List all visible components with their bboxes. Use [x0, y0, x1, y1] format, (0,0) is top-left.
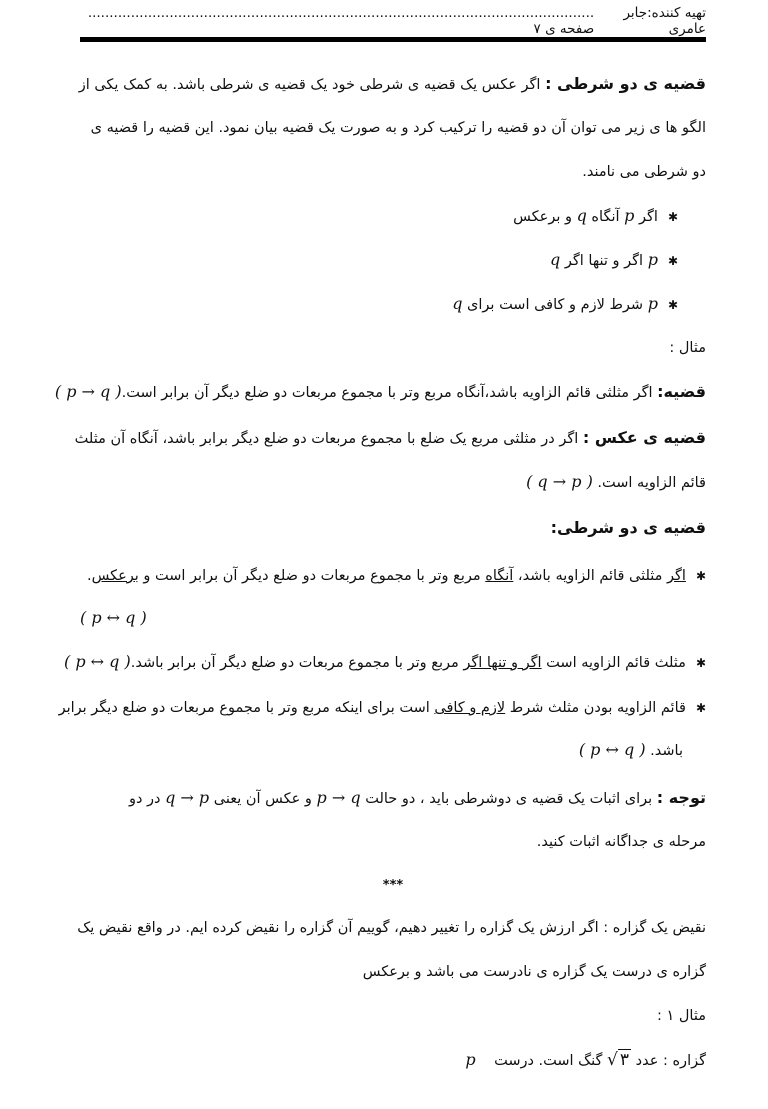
math-symbol: p — [647, 250, 658, 269]
note-label: توجه : — [656, 788, 706, 807]
converse-text2: قائم الزاویه است. — [597, 475, 706, 491]
para1-title: قضیه ی دو شرطی : — [545, 74, 706, 93]
bic-text: مربع وتر با مجموع مربعات دو ضلع دیگر آن برابر باشد. — [130, 655, 464, 671]
note-text: مرحله ی جداگانه اثبات کنید. — [536, 834, 706, 850]
section-separator — [80, 874, 706, 898]
bullet-icon: ✱ — [667, 298, 678, 312]
converse-line1 — [74, 426, 706, 451]
para1-line3 — [80, 160, 706, 184]
bic-formula: ( p ↔ q ) — [80, 608, 147, 627]
proposition-text: گنگ است. درست — [494, 1053, 608, 1069]
bic-text: . — [87, 568, 92, 584]
radicand: ۳ — [619, 1050, 630, 1070]
biconditional-item-1 — [80, 564, 706, 588]
bullet-icon: ✱ — [695, 569, 706, 583]
bic-text: مثلث قائم الزاویه است — [541, 655, 686, 671]
radical-sign: √ — [607, 1050, 618, 1070]
biconditional-item-2 — [64, 650, 706, 675]
math-symbol: p — [624, 206, 635, 225]
theorem-line — [54, 380, 706, 405]
bic-text: اگر — [667, 568, 686, 584]
para1-text3: دو شرطی می نامند. — [582, 164, 706, 180]
math-symbol: p — [647, 294, 658, 313]
negation-line2 — [80, 960, 706, 984]
header-author: تهیه کننده:جابر عامری — [623, 5, 706, 37]
note-formula-1: p → q — [316, 788, 361, 807]
example-label-text: مثال : — [669, 340, 706, 356]
page-header — [80, 5, 706, 37]
theorem-formula: ( p → q ) — [54, 382, 122, 401]
example-1-text: مثال ۱ : — [656, 1008, 706, 1024]
converse-text1: اگر در مثلثی مربع یک ضلع با مجموع مربعات دو ضلع دیگر برابر باشد، آنگاه آن مثلث — [74, 431, 583, 447]
pattern-text: آنگاه — [586, 209, 625, 225]
note-text: برای اثبات یک قضیه ی دوشرطی باید ، دو حالت — [360, 791, 657, 807]
biconditional-formula-1 — [80, 606, 706, 631]
pattern-item — [80, 204, 678, 229]
biconditional-title-text: قضیه ی دو شرطی: — [550, 518, 706, 537]
pattern-text: اگر — [634, 209, 658, 225]
pattern-text: شرط لازم و کافی است برای — [462, 297, 648, 313]
bullet-icon: ✱ — [695, 701, 706, 715]
bic-text: است برای اینکه مربع وتر با مجموع مربعات دو ضلع دیگر برابر — [58, 700, 435, 716]
bic-text: لازم و کافی — [434, 700, 506, 716]
theorem-label: قضیه: — [657, 382, 706, 401]
math-symbol: p — [465, 1050, 476, 1069]
header-rule — [80, 37, 706, 42]
math-symbol: q — [576, 206, 587, 225]
converse-line2 — [80, 470, 706, 495]
biconditional-item-3-cont — [80, 738, 683, 763]
biconditional-item-3 — [58, 696, 706, 720]
bic-text: آنگاه — [485, 568, 514, 584]
bic-text: اگر و تنها اگر — [463, 655, 542, 671]
bic-text: قائم الزاویه بودن مثلث شرط — [505, 700, 686, 716]
proposition-line — [80, 1048, 706, 1073]
negation-text: نقیض یک گزاره : اگر ارزش یک گزاره را تغییر دهیم، گوییم آن گزاره را نقیض کرده ایم. در واقع نقیض یک — [77, 920, 706, 936]
note-formula-2: q → p — [165, 788, 210, 807]
note-text: و عکس آن یعنی — [209, 791, 317, 807]
bic-text: مثلثی قائم الزاویه باشد، — [513, 568, 667, 584]
pattern-item — [80, 292, 678, 317]
para1-line1 — [80, 72, 706, 97]
example-label — [80, 336, 706, 360]
bic-formula: ( p ↔ q ) — [64, 652, 131, 671]
header-page: صفحه ی ۷ — [533, 21, 595, 37]
sqrt-3 — [607, 1049, 631, 1070]
negation-text: گزاره ی درست یک گزاره ی نادرست می باشد و برعکس — [362, 964, 706, 980]
bic-formula: ( p ↔ q ) — [578, 740, 646, 759]
separator-text: *** — [382, 878, 404, 893]
converse-label: قضیه ی عکس : — [582, 428, 706, 447]
theorem-text: اگر مثلثی قائم الزاویه باشد،آنگاه مربع وتر با مجموع مربعات دو ضلع دیگر آن برابر است. — [121, 385, 658, 401]
math-symbol: q — [550, 250, 561, 269]
bullet-icon: ✱ — [667, 210, 678, 224]
bic-text: مربع وتر با مجموع مربعات دو ضلع دیگر آن برابر است و — [138, 568, 486, 584]
pattern-item — [80, 248, 678, 273]
note-text: در دو — [128, 791, 166, 807]
converse-formula: ( q → p ) — [526, 472, 593, 491]
bullet-icon: ✱ — [695, 656, 706, 670]
bullet-icon: ✱ — [667, 254, 678, 268]
bic-text: برعکس — [91, 568, 139, 584]
proposition-text: گزاره : عدد — [631, 1053, 706, 1069]
bic-text: باشد. — [650, 743, 683, 759]
para1-text1: اگر عکس یک قضیه ی شرطی خود یک قضیه ی شرطی باشد. به کمک یکی از — [78, 77, 546, 93]
para1-text2: الگو ها ی زیر می توان آن دو قضیه را ترکیب کرد و به صورت یک قضیه بیان نمود. این قضیه را قضیه ی — [90, 120, 706, 136]
note-line1 — [80, 786, 706, 811]
example-1-label — [80, 1004, 706, 1028]
math-symbol: q — [452, 294, 463, 313]
biconditional-title — [80, 516, 706, 541]
para1-line2 — [80, 116, 706, 140]
negation-line1 — [77, 916, 706, 940]
header-dots: ...................................................................................................................... — [87, 5, 595, 21]
header-page-number — [80, 5, 594, 37]
pattern-text: و برعکس — [513, 209, 577, 225]
pattern-text: اگر و تنها اگر — [560, 253, 648, 269]
note-line2 — [80, 830, 706, 854]
